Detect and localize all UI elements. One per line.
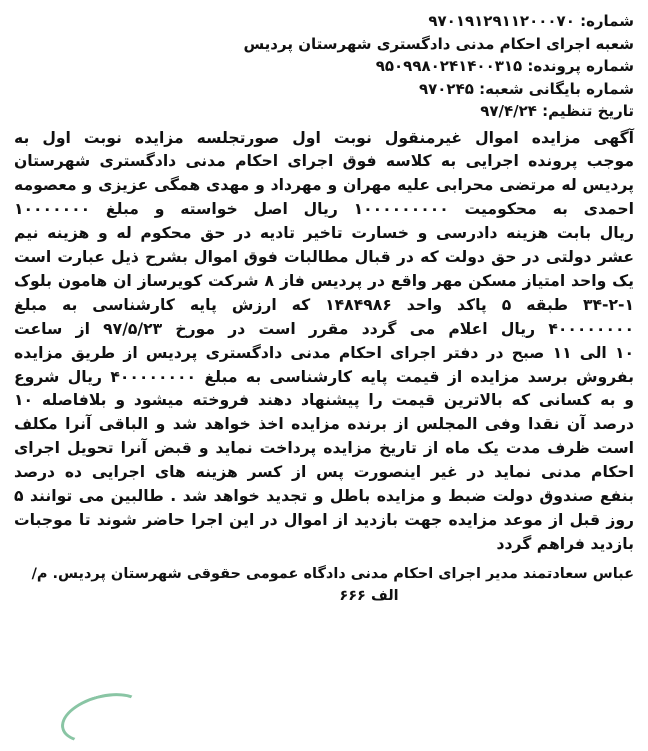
body-line: بنفع صندوق دولت ضبط و مزایده باطل و تجدید خواهد شد . طالبین می توانند ۵: [14, 487, 634, 506]
issue-date: تاریخ تنظیم: ۹۷/۴/۲۴: [480, 102, 634, 120]
branch-name: شعبه اجرای احکام مدنی دادگستری شهرستان پردیس: [243, 34, 634, 53]
body-line: و به کسانی که بالاترین قیمت را پیشنهاد دهند فروخته میشود و بلافاصله ۱۰: [14, 391, 634, 410]
body-line: ۱۰ الی ۱۱ صبح در دفتر اجرای احکام مدنی دادگستری پردیس از طریق مزایده: [14, 343, 634, 362]
reference-code: الف ۶۶۶: [339, 587, 399, 604]
body-line: بفروش برسد مزایده از قیمت پایه کارشناسی به مبلغ ۴۰۰۰۰۰۰۰۰ ریال شروع: [14, 367, 634, 386]
notice-header: [14, 10, 634, 123]
body-line: روز قبل از موعد مزایده جهت بازدید از اموال در این اجرا حاضر شوند تا موجبات: [14, 511, 634, 529]
body-line: موجب پرونده اجرایی به کلاسه فوق اجرای احکام مدنی دادگستری شهرستان: [14, 152, 634, 171]
body-line: ۴۰۰۰۰۰۰۰۰ ریال اعلام می گردد مقرر است در مورخ ۹۷/۵/۲۳ از ساعت: [14, 319, 635, 338]
letter-number: شماره: ۹۷۰۱۹۱۲۹۱۱۲۰۰۰۷۰: [428, 12, 634, 30]
body-line: احمدی به محکومیت ۱۰۰۰۰۰۰۰۰۰ ریال اصل خواسته و مبلغ ۱۰۰۰۰۰۰۰: [14, 200, 635, 219]
body-line: آگهی مزایده اموال غیرمنقول نوبت اول صورتجلسه مزایده نوبت اول به: [14, 128, 634, 147]
body-line: احکام مدنی نماید در غیر اینصورت پس از کسر هزینه های اجرایی ده درصد: [14, 463, 634, 482]
case-number: شماره پرونده: ۹۵۰۹۹۸۰۲۴۱۴۰۰۳۱۵: [375, 57, 634, 75]
body-line: درصد آن نقدا وفی المجلس از برنده مزایده اخذ خواهد شد و الباقی آنرا مکلف: [14, 415, 634, 434]
body-line: بازدید فراهم گردد: [496, 534, 634, 553]
body-line: یک واحد امتیاز مسکن مهر واقع در پردیس فاز ۸ شرکت کویرساز ان هامون بلوک: [14, 271, 634, 290]
archive-number: شماره بایگانی شعبه: ۹۷۰۲۴۵: [418, 79, 634, 98]
body-line: است ظرف مدت یک ماه از تاریخ مزایده پرداخت نماید و قبض آنرا تحویل اجرای: [14, 439, 634, 458]
notice-body: [14, 127, 634, 557]
body-line: ۳۴-۲-۱ طبقه ۵ پاکد واحد ۱۴۸۴۹۸۶ که ارزش پایه کارشناسی به مبلغ: [14, 295, 634, 314]
body-line: ریال بابت هزینه دادرسی و خسارت تاخیر تادیه در حق محکوم له و هزینه نیم: [14, 224, 634, 243]
body-line: عشر دولتی در حق دولت که در قبال مطالبات فوق اموال بشرح ذیل عبارت است: [14, 248, 634, 267]
body-line: پردیس له مرتضی محرابی علیه مهران و مهرداد و مهدی همگی عزیزی و معصومه: [14, 176, 634, 195]
signature-line: عباس سعادتمند مدیر اجرای احکام مدنی دادگاه عمومی حقوقی شهرستان پردیس. م/: [31, 565, 634, 582]
